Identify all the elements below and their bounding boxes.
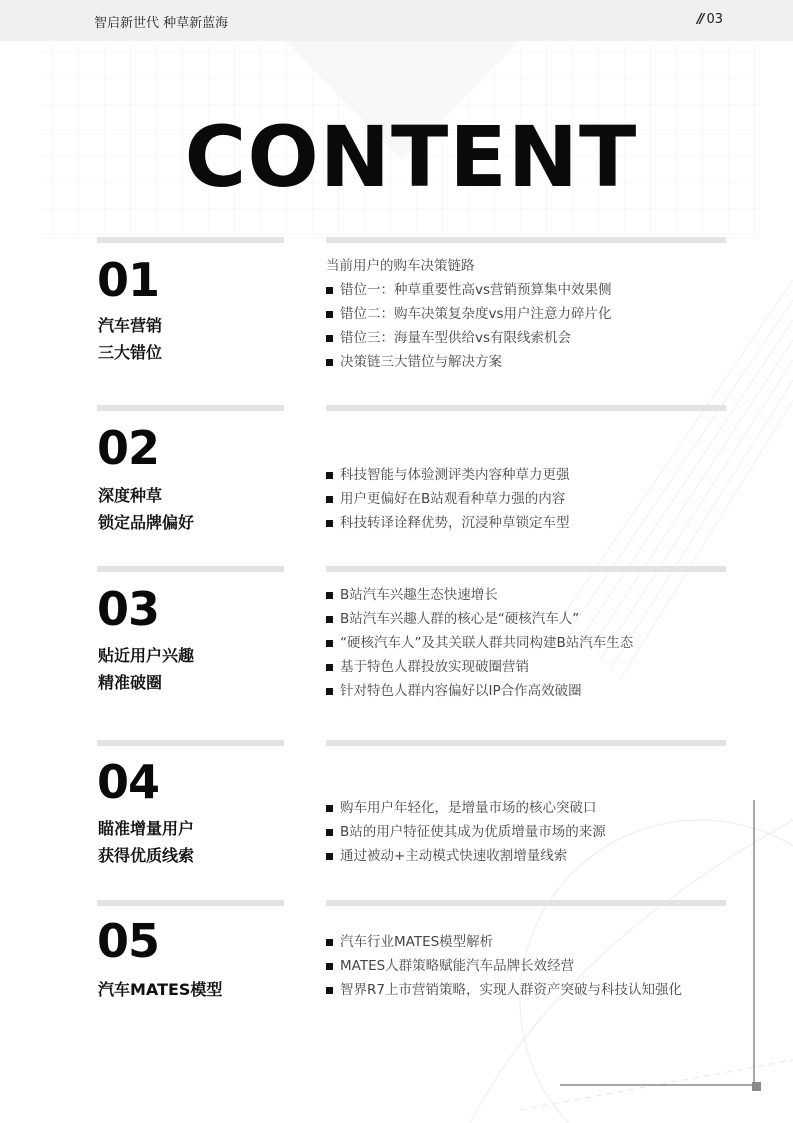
list-item [326, 796, 756, 820]
section-items [326, 930, 756, 1002]
list-item [326, 463, 756, 487]
bullet-icon [326, 359, 333, 366]
list-item-text: 用户更偏好在B站观看种草力强的内容 [340, 491, 566, 507]
section-heading [98, 312, 162, 366]
list-item [326, 954, 756, 978]
list-item [326, 487, 756, 511]
list-item-text: 错位二：购车决策复杂度vs用户注意力碎片化 [340, 306, 612, 322]
section-heading-line: 三大错位 [98, 343, 163, 362]
list-item [326, 583, 756, 607]
page-number [697, 12, 723, 27]
list-item [326, 326, 756, 350]
section-number: 03 [97, 582, 160, 636]
list-item [326, 978, 756, 1002]
bullet-icon [326, 853, 333, 860]
list-item-text: B站汽车兴趣人群的核心是“硬核汽车人” [340, 611, 580, 627]
section-heading-line: 深度种草 [98, 486, 163, 505]
list-item [326, 302, 756, 326]
list-item [326, 844, 756, 868]
section-divider-right [326, 566, 726, 572]
list-item-text: B站的用户特征使其成为优质增量市场的来源 [340, 824, 606, 840]
bullet-icon [326, 805, 333, 812]
section-items [326, 796, 756, 868]
section-heading [98, 642, 194, 696]
section-heading-line: 锁定品牌偏好 [98, 513, 195, 532]
bullet-icon [326, 592, 333, 599]
section-number: 02 [97, 421, 160, 475]
section-divider-left [97, 566, 284, 572]
bullet-icon [326, 616, 333, 623]
section-items [326, 583, 756, 703]
list-item-text: 汽车行业MATES模型解析 [340, 934, 494, 950]
list-item [326, 607, 756, 631]
bullet-icon [326, 987, 333, 994]
list-item-text: 购车用户年轻化，是增量市场的核心突破口 [340, 800, 597, 816]
bullet-icon [326, 640, 333, 647]
list-item [326, 930, 756, 954]
list-item-text: 通过被动+主动模式快速收割增量线索 [340, 848, 568, 864]
section-heading [98, 976, 222, 1003]
bullet-icon [326, 939, 333, 946]
list-item [326, 278, 756, 302]
list-item [326, 679, 756, 703]
list-item [326, 820, 756, 844]
list-item-text: 基于特色人群投放实现破圈营销 [340, 659, 529, 675]
section-divider-left [97, 740, 284, 746]
section-number: 04 [97, 755, 160, 809]
section-items [326, 463, 756, 535]
section-divider-right [326, 405, 726, 411]
section-heading-line: 汽车MATES模型 [98, 980, 223, 999]
list-item-text: 错位三：海量车型供给vs有限线索机会 [340, 330, 572, 346]
page-number-value: 03 [706, 12, 724, 27]
slash-icon: // [697, 12, 703, 27]
section-divider-right [326, 900, 726, 906]
list-item-text: 科技智能与体验测评类内容种草力更强 [340, 467, 570, 483]
section-divider-left [97, 900, 284, 906]
bullet-icon [326, 496, 333, 503]
section-heading-line: 精准破圈 [98, 673, 163, 692]
list-item [326, 350, 756, 374]
section-divider-left [97, 405, 284, 411]
section-heading-line: 贴近用户兴趣 [98, 646, 195, 665]
bullet-icon [326, 963, 333, 970]
section-divider-left [97, 237, 284, 243]
bullet-icon [326, 520, 333, 527]
section-heading-line: 瞄准增量用户 [98, 819, 195, 838]
bullet-icon [326, 664, 333, 671]
list-item [326, 631, 756, 655]
bullet-icon [326, 472, 333, 479]
section-divider-right [326, 740, 726, 746]
section-divider-right [326, 237, 726, 243]
list-item-text: B站汽车兴趣生态快速增长 [340, 587, 498, 603]
section-intro: 当前用户的购车决策链路 [326, 258, 475, 274]
list-item-text: 错位一：种草重要性高vs营销预算集中效果侧 [340, 282, 612, 298]
list-item-text: “硬核汽车人”及其关联人群共同构建B站汽车生态 [340, 635, 634, 651]
section-heading [98, 815, 194, 869]
header-bar [0, 0, 793, 41]
bullet-icon [326, 688, 333, 695]
page-title: CONTENT [184, 108, 638, 206]
section-heading-line: 获得优质线索 [98, 846, 195, 865]
section-heading [98, 482, 194, 536]
list-item [326, 511, 756, 535]
bullet-icon [326, 829, 333, 836]
list-item-text: 决策链三大错位与解决方案 [340, 354, 502, 370]
list-item-text: 科技转译诠释优势，沉浸种草锁定车型 [340, 515, 570, 531]
bullet-icon [326, 287, 333, 294]
section-items [326, 254, 756, 374]
header-tagline: 智启新世代 种草新蓝海 [94, 16, 229, 31]
list-item-text: MATES人群策略赋能汽车品牌长效经营 [340, 958, 575, 974]
list-item-text: 智界R7上市营销策略，实现人群资产突破与科技认知强化 [340, 982, 682, 998]
list-item-text: 针对特色人群内容偏好以IP合作高效破圈 [340, 683, 582, 699]
bullet-icon [326, 335, 333, 342]
bullet-icon [326, 311, 333, 318]
list-item [326, 655, 756, 679]
section-number: 05 [97, 914, 160, 968]
section-number: 01 [97, 253, 160, 307]
section-heading-line: 汽车营销 [98, 316, 163, 335]
